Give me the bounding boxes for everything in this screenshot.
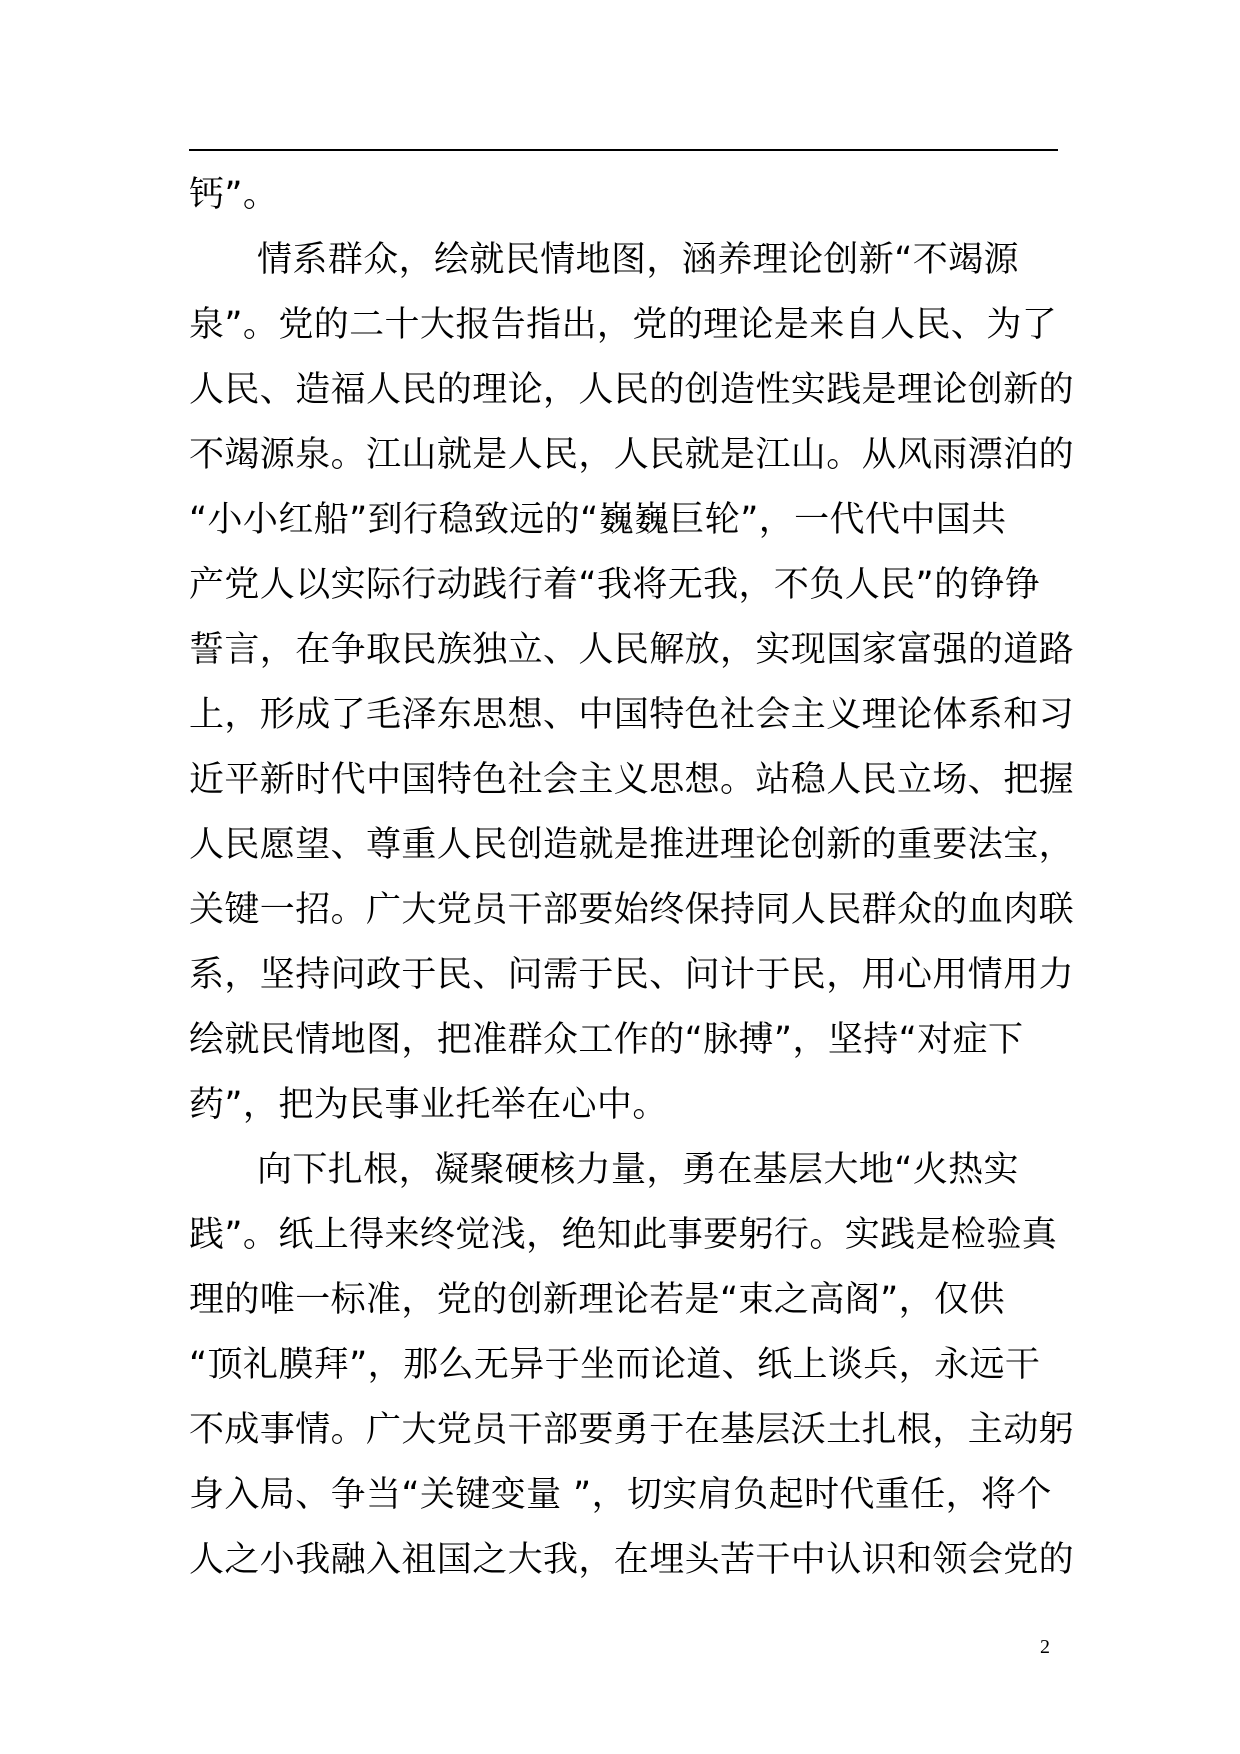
text-line: 不竭源泉。江山就是人民，人民就是江山。从风雨漂泊的 <box>189 435 1075 475</box>
text-line: 上，形成了毛泽东思想、中国特色社会主义理论体系和习 <box>189 695 1075 735</box>
text-line: 产党人以实际行动践行着“我将无我，不负人民”的铮铮 <box>189 565 1041 605</box>
text-line: 人民愿望、尊重人民创造就是推进理论创新的重要法宝， <box>189 825 1075 865</box>
text-line: “顶礼膜拜”，那么无异于坐而论道、纸上谈兵，永远干 <box>189 1345 1041 1385</box>
header-divider <box>189 149 1058 151</box>
paragraph-heading-line: 向下扎根，凝聚硬核力量，勇在基层大地“火热实 <box>257 1150 1019 1190</box>
text-line: 理的唯一标准，党的创新理论若是“束之高阁”，仅供 <box>189 1280 1005 1320</box>
body-text <box>189 163 1075 1593</box>
text-line: 系，坚持问政于民、问需于民、问计于民，用心用情用力 <box>189 955 1075 995</box>
text-line: 践”。纸上得来终觉浅，绝知此事要躬行。实践是检验真 <box>189 1215 1058 1255</box>
text-line: 关键一招。广大党员干部要始终保持同人民群众的血肉联 <box>189 890 1075 930</box>
page-number: 2 <box>1040 1636 1050 1658</box>
text-line: 不成事情。广大党员干部要勇于在基层沃土扎根，主动躬 <box>189 1410 1075 1450</box>
text-line: 身入局、争当“关键变量 ”，切实肩负起时代重任，将个 <box>189 1475 1052 1515</box>
text-line: “小小红船”到行稳致远的“巍巍巨轮”，一代代中国共 <box>189 500 1007 540</box>
text-line: 誓言，在争取民族独立、人民解放，实现国家富强的道路 <box>189 630 1075 670</box>
text-line: 药”，把为民事业托举在心中。 <box>189 1085 668 1125</box>
text-line: 人民、造福人民的理论，人民的创造性实践是理论创新的 <box>189 370 1075 410</box>
text-line: 人之小我融入祖国之大我，在埋头苦干中认识和领会党的 <box>189 1540 1075 1580</box>
text-line: 泉”。党的二十大报告指出，党的理论是来自人民、为了 <box>189 305 1058 345</box>
text-line: 近平新时代中国特色社会主义思想。站稳人民立场、把握 <box>189 760 1075 800</box>
text-line: 绘就民情地图，把准群众工作的“脉搏”，坚持“对症下 <box>189 1020 1024 1060</box>
text-line: 钙”。 <box>189 175 279 215</box>
paragraph-heading-line: 情系群众，绘就民情地图，涵养理论创新“不竭源 <box>257 240 1019 280</box>
